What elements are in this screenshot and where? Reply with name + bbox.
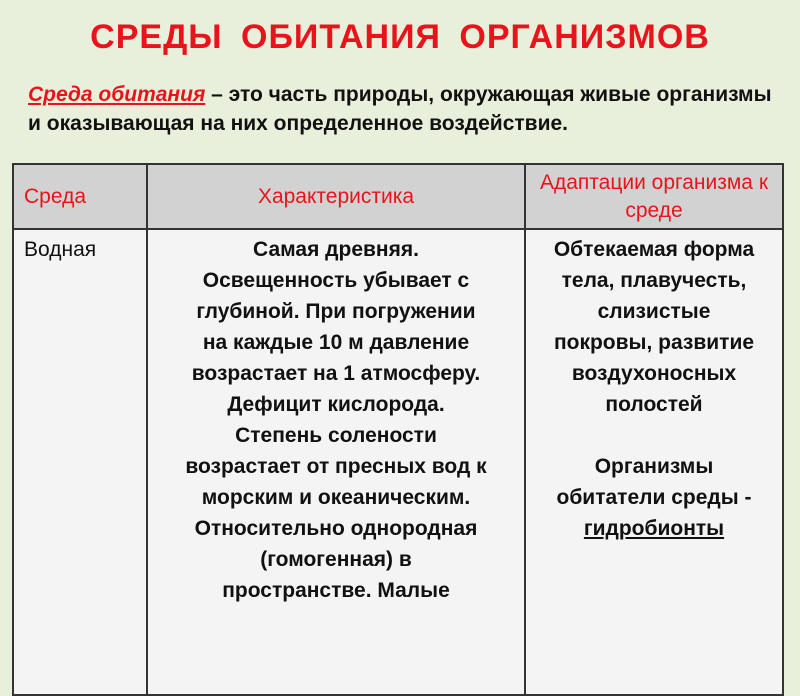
adaptation-line: покровы, развитие <box>553 331 755 354</box>
page-title: СРЕДЫ ОБИТАНИЯ ОРГАНИЗМОВ <box>90 18 710 56</box>
characteristic-line: на каждые 10 м давление <box>202 331 470 354</box>
cell-characteristic <box>147 229 525 695</box>
characteristic-line: Освещенность убывает с <box>202 269 470 292</box>
definition-term: Среда обитания <box>28 83 206 106</box>
adaptation-line: Обтекаемая форма <box>553 238 755 261</box>
characteristic-line: возрастает на 1 атмосферу. <box>191 362 481 385</box>
adaptation-line: воздухоносных <box>571 362 737 385</box>
definition <box>28 80 788 138</box>
definition-text: – это часть природы, окружающая живые организмы и оказывающая на них определенное воздействие. <box>28 83 772 135</box>
characteristic-line: Самая древняя. <box>253 238 419 261</box>
adaptation-line: полостей <box>605 393 703 416</box>
table-header-row <box>13 164 783 229</box>
characteristic-line: Степень солености <box>235 424 437 447</box>
adaptation-line: слизистые <box>597 300 711 323</box>
cell-adaptation <box>525 229 783 695</box>
cell-environment: Водная <box>13 229 147 695</box>
adaptation-line: Организмы <box>594 455 714 478</box>
characteristic-line: Дефицит кислорода. <box>227 393 445 416</box>
adaptation-line: обитатели среды - <box>556 486 752 509</box>
header-characteristic: Характеристика <box>147 164 525 229</box>
characteristic-line: Относительно однородная <box>194 517 478 540</box>
habitat-table <box>12 163 784 696</box>
characteristic-line: пространстве. Малые <box>222 579 450 602</box>
characteristic-line: (гомогенная) в <box>260 548 412 571</box>
header-adaptation: Адаптации организма к среде <box>525 164 783 229</box>
characteristic-line: морским и океаническим. <box>201 486 471 509</box>
header-environment: Среда <box>13 164 147 229</box>
spacer <box>526 420 782 451</box>
adaptation-term: гидробионты <box>583 517 725 540</box>
characteristic-line: возрастает от пресных вод к <box>185 455 487 478</box>
adaptation-line: тела, плавучесть, <box>561 269 747 292</box>
table-row <box>13 229 783 695</box>
characteristic-line: глубиной. При погружении <box>196 300 476 323</box>
